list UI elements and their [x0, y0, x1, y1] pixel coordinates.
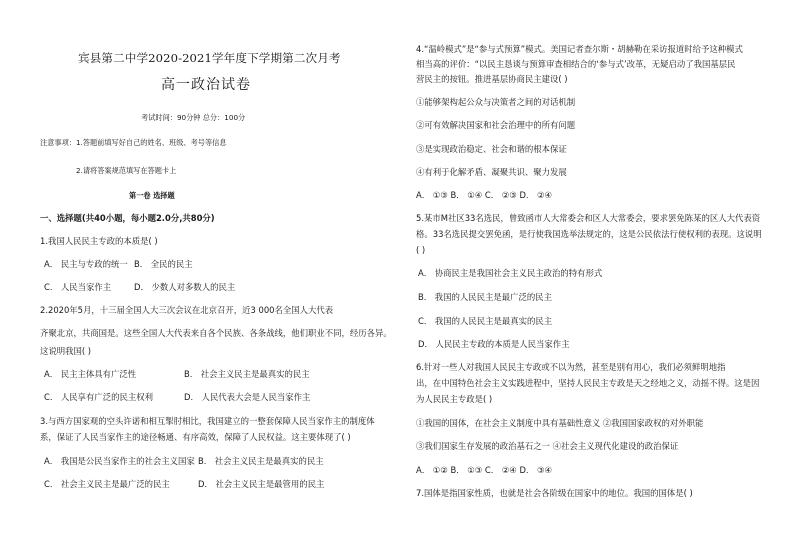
statement-6-1-2: ①我国的国体，在社会主义制度中具有基础性意义 ②我国国家政权的对外职能 — [416, 418, 704, 428]
option-5a: A． 协商民主是我国社会主义民主政治的特有形式 — [418, 268, 603, 278]
question-7-line-1: 7.国体是指国家性质，也就是社会各阶级在国家中的地位。我国的国体是( ) — [416, 488, 693, 498]
option-2c: C． 人民享有广泛的民主权利 — [44, 392, 154, 402]
exam-subtitle: 高一政治试卷 — [161, 77, 251, 93]
statement-6-3-4: ③我们国家生存发展的政治基石之一 ④社会主义现代化建设的政治保证 — [416, 441, 679, 451]
statement-4-1: ①能够架构起公众与决策者之间的对话机制 — [416, 97, 576, 107]
part-title: 第一卷 选择题 — [129, 191, 175, 200]
statement-4-4: ④有利于化解矛盾、凝聚共识、聚力发展 — [416, 167, 567, 177]
question-1: 1.我国人民民主专政的本质是( ) — [40, 236, 158, 246]
question-4-line-2: 相当高的评价：“以民主恳谈与预算审查相结合的‘参与式’改革，无疑启动了我国基层民 — [416, 59, 736, 69]
question-2-line-3: 这说明我国( ) — [40, 346, 92, 356]
exam-title: 宾县第二中学2020-2021学年度下学期第二次月考 — [78, 51, 341, 65]
question-6-line-1: 6.针对一些人对我国人民民主专政或不以为然，甚至是别有用心，我们必须鲜明地指 — [416, 362, 726, 372]
question-6-line-3: 为人民民主专政是( ) — [416, 394, 493, 404]
question-4-line-1: 4.“温岭模式”是“参与式预算”模式。美国记者查尔斯・胡赫勒在采访报道时给予这种模式 — [416, 44, 743, 54]
question-3-line-2: 系，保证了人民当家作主的途径畅通、有序高效，保障了人民权益。这主要体现了( ) — [40, 432, 351, 442]
notice-2: 2.请将答案规范填写在答题卡上 — [76, 166, 177, 175]
question-2-line-2: 齐聚北京，共商国是。这些全国人大代表来自各个民族、各条战线，他们职业不同，经历各异。 — [40, 328, 392, 338]
option-1c: C． 人民当家作主 — [44, 282, 112, 292]
question-6-line-2: 出，在中国特色社会主义实践进程中，坚持人民民主专政是天之经地之义，动摇不得。这是因 — [416, 378, 760, 388]
answers-4: A． ①③ B． ①④ C． ②③ D． ②④ — [416, 190, 552, 200]
question-4-line-3: 营民主的按钮。推进基层协商民主建设( ) — [416, 74, 568, 84]
option-5c: C． 我国的人民民主是最真实的民主 — [418, 316, 553, 326]
statement-4-3: ③是实现政治稳定、社会和谐的根本保证 — [416, 144, 567, 154]
question-3-line-1: 3.与西方国家观的空头许诺和相互掣肘相比，我国建立的一整套保障人民当家作主的制度体 — [40, 416, 375, 426]
question-2-line-1: 2.2020年5月，十三届全国人大三次会议在北京召开，近3 000名全国人大代表 — [40, 305, 334, 315]
option-1b: B． 全民的民主 — [134, 259, 193, 269]
option-3d: D． 社会主义民主是最管用的民主 — [198, 479, 325, 489]
question-5-line-1: 5.某市M社区33名选民，曾致函市人大常委会和区人大常委会，要求罢免陈某的区人大代表资 — [416, 213, 761, 223]
answers-6: A． ①② B． ①③ C． ②④ D． ③④ — [416, 465, 552, 475]
question-5-line-3: ( ) — [416, 245, 426, 255]
option-3c: C． 社会主义民主是最广泛的民主 — [44, 479, 170, 489]
option-2a: A． 民主主体具有广泛性 — [44, 369, 137, 379]
option-3b: B． 社会主义民主是最真实的民主 — [198, 456, 324, 466]
option-5b: B． 我国的人民民主是最广泛的民主 — [418, 292, 553, 302]
option-2d: D． 人民代表大会是人民当家作主 — [184, 392, 311, 402]
notice-1: 注意事项：1.答题前填写好自己的姓名、班级、考号等信息 — [40, 138, 227, 147]
option-3a: A． 我国是公民当家作主的社会主义国家 — [44, 456, 195, 466]
section-title: 一、选择题(共40小题，每小题2.0分,共80分) — [40, 213, 215, 223]
exam-info: 考试时间：90分钟 总分：100分 — [141, 113, 246, 122]
option-2b: B． 社会主义民主是最真实的民主 — [184, 369, 310, 379]
option-5d: D． 人民民主专政的本质是人民当家作主 — [418, 339, 570, 349]
question-5-line-2: 格。33名选民提交罢免函，是行使我国选举法规定的，这是公民依法行使权利的表现。这说明 — [416, 229, 762, 239]
statement-4-2: ②可有效解决国家和社会治理中的所有问题 — [416, 120, 576, 130]
option-1a: A． 民主与专政的统一 — [44, 259, 128, 269]
option-1d: D． 少数人对多数人的民主 — [134, 282, 236, 292]
